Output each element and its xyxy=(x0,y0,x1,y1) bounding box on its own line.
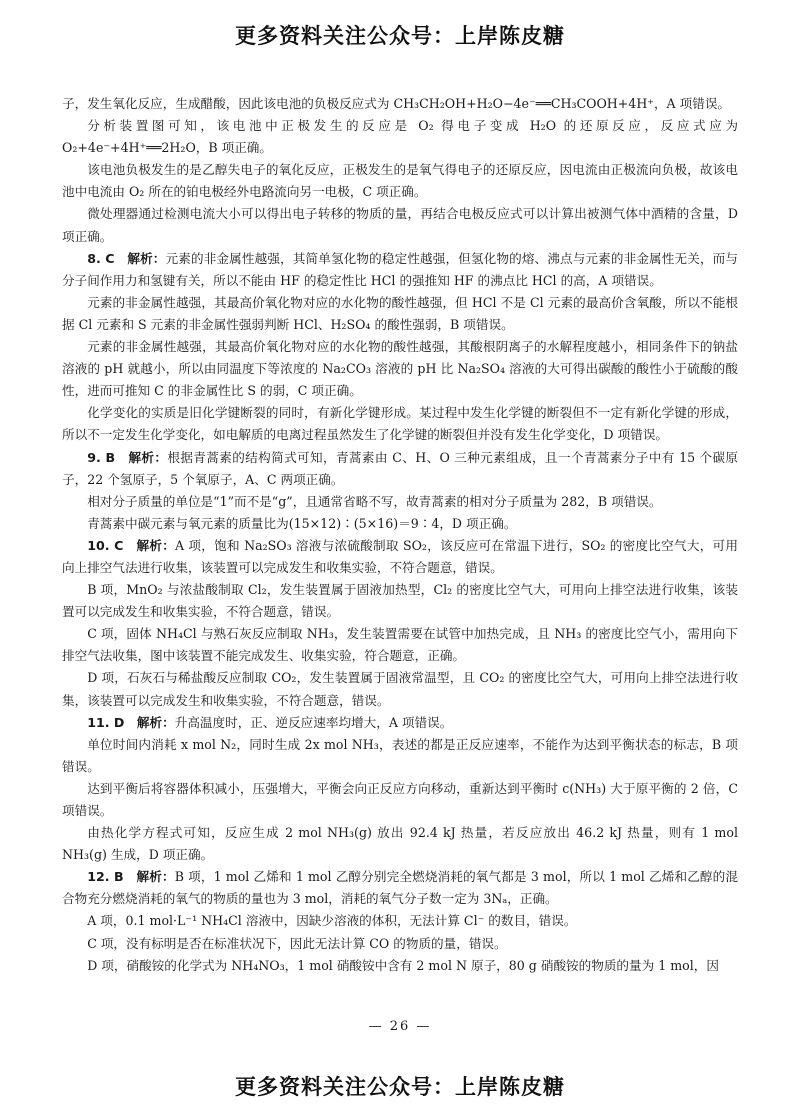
explanation-paragraph xyxy=(62,115,738,159)
paragraph-text: 由热化学方程式可知，反应生成 2 mol NH₃(g) 放出 92.4 kJ 热量，若反应放出 46.2 kJ 热量，则有 1 mol NH₃(g) 生成，D 项正确。 xyxy=(62,825,738,863)
explanation-paragraph xyxy=(62,933,738,955)
explanation-paragraph xyxy=(62,292,738,336)
question-heading: 10. C 解析： xyxy=(87,537,176,553)
paragraph-text: A 项，0.1 mol·L⁻¹ NH₄Cl 溶液中，因缺少溶液的体积，无法计算 Cl⁻ 的数目，错误。 xyxy=(87,913,577,929)
paragraph-text: 达到平衡后将容器体积减小，压强增大，平衡会向正反应方向移动，重新达到平衡时 c(NH₃) 大于原平衡的 2 倍，C 项错误。 xyxy=(62,780,738,818)
page-number: — 26 — xyxy=(368,1019,432,1034)
paragraph-text: D 项，硝酸铵的化学式为 NH₄NO₃，1 mol 硝酸铵中含有 2 mol N 原子，80 g 硝酸铵的物质的量为 1 mol，因 xyxy=(87,957,719,973)
paragraph-text: 分析装置图可知，该电池中正极发生的反应是 O₂ 得电子变成 H₂O 的还原反应，反应式应为 O₂+4e⁻+4H⁺══2H₂O，B 项正确。 xyxy=(62,118,738,156)
paragraph-text: 微处理器通过检测电流大小可以得出电子转移的物质的量，再结合电极反应式可以计算出被测气体中酒精的含量，D 项正确。 xyxy=(62,206,738,244)
paragraph-text: 元素的非金属性越强，其最高价氧化物对应的水化物的酸性越强，但 HCl 不是 Cl 元素的最高价含氧酸，所以不能根据 Cl 元素和 S 元素的非金属性强弱判断 HCl、H₂SO₄ 的酸性强弱，B 项错误。 xyxy=(62,294,738,332)
paragraph-text: 相对分子质量的单位是“1”而不是“g”，且通常省略不写，故青蒿素的相对分子质量为 282，B 项错误。 xyxy=(87,493,662,509)
explanation-paragraph xyxy=(62,623,738,667)
explanation-paragraph xyxy=(62,491,738,513)
paragraph-text: 元素的非金属性越强，其简单氢化物的稳定性越强，但氢化物的熔、沸点与元素的非金属性无关，而与分子间作用力和氢键有关，所以不能由 HF 的稳定性比 HCl 的强推知 HF 的沸点比 HCl 的高，A 项错误。 xyxy=(62,250,738,288)
explanation-paragraph xyxy=(62,734,738,778)
paragraph-text: 单位时间内消耗 x mol N₂，同时生成 2x mol NH₃，表述的都是正反应速率，不能作为达到平衡状态的标志，B 项错误。 xyxy=(62,736,738,774)
explanation-paragraph xyxy=(62,822,738,866)
paragraph-text: C 项，没有标明是否在标准状况下，因此无法计算 CO 的物质的量，错误。 xyxy=(87,935,507,951)
explanation-paragraph xyxy=(62,93,738,115)
paragraph-text: D 项，石灰石与稀盐酸反应制取 CO₂，发生装置属于固液常温型，且 CO₂ 的密度比空气大，可用向上排空法进行收集，该装置可以完成发生和收集实验，不符合题意，错误。 xyxy=(62,670,738,708)
paragraph-text: 子，发生氧化反应，生成醋酸，因此该电池的负极反应式为 CH₃CH₂OH+H₂O−4e⁻══CH₃COOH+4H⁺，A 项错误。 xyxy=(62,96,731,111)
paragraph-text: C 项，固体 NH₄Cl 与熟石灰反应制取 NH₃，发生装置需要在试管中加热完成，且 NH₃ 的密度比空气小，需用向下排空气法收集，图中该装置不能完成发生、收集实验，符合题意，正确。 xyxy=(62,626,738,664)
question-paragraph xyxy=(62,712,738,734)
explanation-paragraph xyxy=(62,513,738,535)
question-paragraph xyxy=(62,866,738,910)
question-paragraph xyxy=(62,248,738,292)
top-banner: 更多资料关注公众号：上岸陈皮糖 xyxy=(235,24,565,48)
answer-content xyxy=(62,93,738,977)
paragraph-text: 根据青蒿素的结构简式可知，青蒿素由 C、H、O 三种元素组成，且一个青蒿素分子中有 15 个碳原子，22 个氢原子，5 个氧原子，A、C 两项正确。 xyxy=(62,449,739,487)
explanation-paragraph xyxy=(62,910,738,932)
paragraph-text: 青蒿素中碳元素与氧元素的质量比为(15×12)∶(5×16)＝9∶4，D 项正确。 xyxy=(87,515,517,531)
explanation-paragraph xyxy=(62,203,738,247)
question-paragraph xyxy=(62,535,738,579)
question-heading: 9. B 解析： xyxy=(87,449,168,465)
explanation-paragraph xyxy=(62,336,738,402)
explanation-paragraph xyxy=(62,579,738,623)
explanation-paragraph xyxy=(62,778,738,822)
question-heading: 12. B 解析： xyxy=(87,869,175,885)
paragraph-text: B 项，1 mol 乙烯和 1 mol 乙醇分别完全燃烧消耗的氧气都是 3 mol，所以 1 mol 乙烯和乙醇的混合物充分燃烧消耗的氧气的物质的量也为 3 mol，消耗的氧气分子数一定为 3Nₐ，正确。 xyxy=(62,869,738,907)
paragraph-text: A 项，饱和 Na₂SO₃ 溶液与浓硫酸制取 SO₂，该反应可在常温下进行，SO₂ 的密度比空气大，可用向上排空气法进行收集，该装置可以完成发生和收集实验，不符合题意，错误。 xyxy=(62,537,738,575)
paragraph-text: B 项，MnO₂ 与浓盐酸制取 Cl₂，发生装置属于固液加热型，Cl₂ 的密度比空气大，可用向上排空法进行收集，该装置可以完成发生和收集实验，不符合题意，错误。 xyxy=(62,582,738,620)
explanation-paragraph xyxy=(62,955,738,977)
question-heading: 8. C 解析： xyxy=(87,250,166,266)
paragraph-text: 该电池负极发生的是乙醇失电子的氧化反应，正极发生的是氧气得电子的还原反应，因电流由正极流向负极，故该电池中电流由 O₂ 所在的铂电极经外电路流向另一电极，C 项正确。 xyxy=(62,162,738,200)
question-heading: 11. D 解析： xyxy=(87,714,175,730)
question-paragraph xyxy=(62,447,738,491)
explanation-paragraph xyxy=(62,402,738,446)
explanation-paragraph xyxy=(62,159,738,203)
paragraph-text: 升高温度时，正、逆反应速率均增大，A 项错误。 xyxy=(174,714,453,730)
paragraph-text: 元素的非金属性越强，其最高价氧化物对应的水化物的酸性越强，其酸根阴离子的水解程度越小，相同条件下的钠盐溶液的 pH 就越小，所以由同温度下等浓度的 Na₂CO₃ 溶液的 pH 比 Na₂SO₄ 溶液的大可得出碳酸的酸性小于硫酸的酸性，进而可推知 C 的非金属性比 S 的弱，C 项正确。 xyxy=(62,339,738,399)
bottom-banner: 更多资料关注公众号：上岸陈皮糖 xyxy=(235,1075,565,1099)
explanation-paragraph xyxy=(62,667,738,711)
paragraph-text: 化学变化的实质是旧化学键断裂的同时，有新化学键形成。某过程中发生化学键的断裂但不一定有新化学键的形成，所以不一定发生化学变化，如电解质的电离过程虽然发生了化学键的断裂但并没有发生化学变化，D 项错误。 xyxy=(62,405,738,443)
